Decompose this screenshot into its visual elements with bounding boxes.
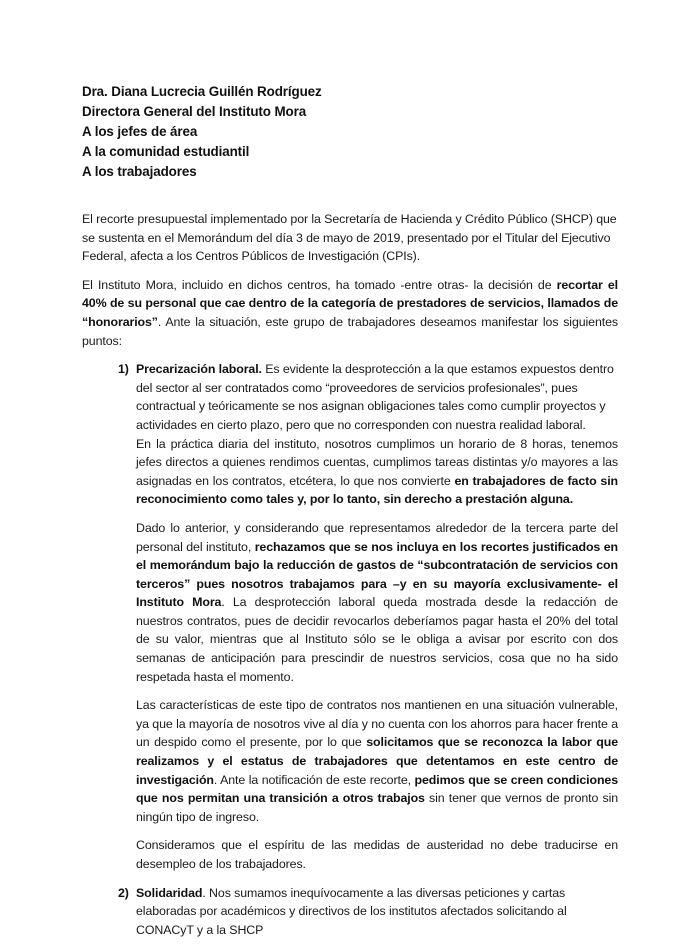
point-text: Las características de este tipo de contratos nos mantienen en una situación vulnerable, ya que la mayoría de nosotros vive al día y no cuenta con los ahorros para hacer frente a un despido como el presente, por lo que: [136, 698, 618, 750]
addressee-line: A la comunidad estudiantil: [82, 144, 250, 159]
point-paragraph: [136, 360, 618, 434]
point-text: En la práctica diaria del instituto, nosotros cumplimos un horario de 8 horas, tenemos jefes directos a quienes rendimos cuentas, cumplimos tareas distintas y/o mayores a las asignadas en los contratos, etcétera, lo que nos convierte: [136, 436, 618, 488]
point-number: 1): [118, 362, 129, 377]
point-text: . La desprotección laboral queda mostrada desde la redacción de nuestros contratos, pues de decidir revocarlos deberíamos pagar hasta el 20% del total de su valor, mientras que al Instituto sólo se le obliga a avisar por escrito con dos semanas de anticipación para prescindir de nuestros servicios, cosa que no ha sido respetada hasta el momento.: [136, 595, 619, 684]
point-item: [82, 884, 618, 940]
addressee-line: Dra. Diana Lucrecia Guillén Rodríguez: [82, 84, 322, 99]
letter-page: [82, 82, 618, 949]
point-title: Precarización laboral.: [136, 362, 262, 377]
point-paragraph: Consideramos que el espíritu de las medidas de austeridad no debe traducirse en desempleo de los trabajadores.: [136, 838, 618, 871]
point-number: 2): [118, 885, 129, 900]
point-text: Dado lo anterior, y considerando que representamos alrededor de la tercera parte del personal del instituto,: [136, 520, 618, 554]
addressee-line: A los jefes de área: [82, 124, 198, 139]
point-text: . Nos sumamos inequívocamente a las diversas peticiones y cartas elaboradas por académicos y directivos de los institutos afectados solicitando al CONACyT y a la SHCP: [136, 885, 567, 937]
point-paragraph: [136, 884, 618, 940]
point-bold-text: en trabajadores de facto sin reconocimiento como tales y, por lo tanto, sin derecho a prestación alguna.: [136, 473, 619, 507]
addressee-block: [82, 82, 618, 182]
points-list: [82, 360, 618, 939]
point-text: Es evidente la desprotección a la que estamos expuestos dentro del sector al ser contratados como “proveedores de servicios profesionales”, pues contractual y teóricamente se nos asignan obligaciones tales como cumplir proyectos y actividades en cierto plazo, pero que no corresponden con nuestra realidad laboral.: [136, 362, 614, 432]
point-paragraph: [136, 519, 618, 686]
decision-paragraph: [82, 276, 618, 350]
addressee-line: Directora General del Instituto Mora: [82, 104, 307, 119]
point-text: sin tener que vernos de pronto sin ningún tipo de ingreso.: [136, 791, 619, 824]
decision-lead: El Instituto Mora, incluido en dichos centros, ha tomado -entre otras- la decisión de: [82, 277, 557, 292]
point-bold-text: pedimos que se creen condiciones que nos permitan una transición a otros trabajos: [136, 772, 618, 806]
decision-bold: recortar el 40% de su personal que cae dentro de la categoría de prestadores de servicios, llamados de “honorarios”: [82, 277, 618, 329]
point-title: Solidaridad: [136, 885, 203, 900]
point-bold-text: rechazamos que se nos incluya en los recortes justificados en el memorándum bajo la reducción de gastos de “subcontratación de servicios con terceros” pues nosotros trabajamos para –y en su mayoría exclusivamente- el Instituto Mora: [136, 539, 618, 610]
point-text: . Ante la notificación de este recorte,: [213, 772, 415, 787]
point-paragraph: [136, 435, 618, 509]
decision-tail: . Ante la situación, este grupo de trabajadores deseamos manifestar los siguientes puntos:: [82, 314, 618, 348]
point-item: [82, 360, 618, 873]
point-paragraph: [136, 696, 618, 826]
point-bold-text: solicitamos que se reconozca la labor que realizamos y el estatus de trabajadores que detentamos en este centro de investigación: [136, 735, 618, 787]
addressee-line: A los trabajadores: [82, 164, 197, 179]
intro-paragraph: El recorte presupuestal implementado por la Secretaría de Hacienda y Crédito Público (SHCP) que se sustenta en el Memorándum del día 3 de mayo de 2019, presentado por el Titular del Ejecutivo Federal, afecta a los Centros Públicos de Investigación (CPIs).: [82, 212, 617, 264]
